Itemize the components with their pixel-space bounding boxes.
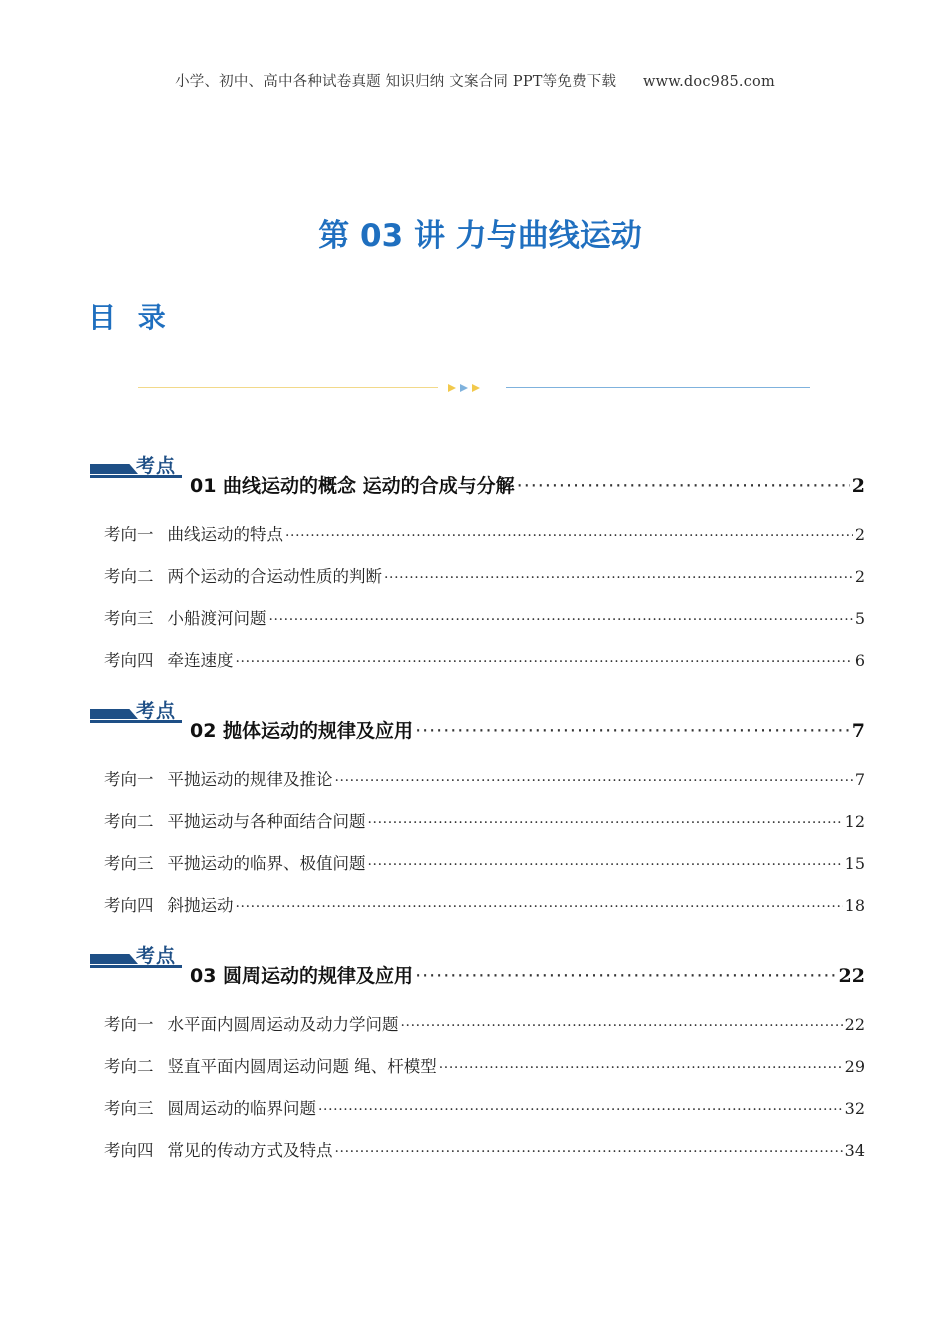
item-page-number: 5 xyxy=(854,609,865,628)
item-page-number: 29 xyxy=(844,1057,865,1076)
item-tag: 考向三 xyxy=(104,854,154,873)
item-tag: 考向三 xyxy=(104,609,154,628)
dot-leader xyxy=(415,965,836,987)
item-title: 斜抛运动 xyxy=(167,896,234,915)
item-tag: 考向一 xyxy=(104,1015,154,1034)
item-tag: 考向四 xyxy=(104,651,154,670)
item-title: 小船渡河问题 xyxy=(167,609,267,628)
toc-item[interactable] xyxy=(104,850,865,874)
item-title: 水平面内圆周运动及动力学问题 xyxy=(167,1015,399,1034)
item-tag: 考向一 xyxy=(104,770,154,789)
section-title: 01 曲线运动的概念 运动的合成与分解 xyxy=(190,475,515,497)
dot-leader xyxy=(415,720,850,742)
item-tag: 考向二 xyxy=(104,567,154,586)
item-page-number: 2 xyxy=(854,567,865,586)
toc-section-entry[interactable] xyxy=(190,716,865,743)
dot-leader xyxy=(401,1018,843,1034)
item-tag: 考向三 xyxy=(104,1099,154,1118)
item-page-number: 7 xyxy=(854,770,865,789)
dot-leader xyxy=(384,570,853,586)
header-url-link[interactable]: www.doc985.com xyxy=(642,74,775,90)
toc-item[interactable] xyxy=(104,892,865,916)
item-tag: 考向四 xyxy=(104,896,154,915)
item-title: 平抛运动的规律及推论 xyxy=(167,770,333,789)
item-tag: 考向二 xyxy=(104,812,154,831)
dot-leader xyxy=(335,1144,843,1160)
document-title: 第 03 讲 力与曲线运动 xyxy=(318,218,642,254)
item-title: 圆周运动的临界问题 xyxy=(167,1099,316,1118)
toc-section-3 xyxy=(90,945,865,1165)
item-title: 竖直平面内圆周运动问题 绳、杆模型 xyxy=(167,1057,437,1076)
kaodian-badge xyxy=(90,700,186,732)
dot-leader xyxy=(269,612,853,628)
item-page-number: 32 xyxy=(844,1099,865,1118)
toc-heading: 目 录 xyxy=(88,301,172,334)
section-page-number: 2 xyxy=(851,475,865,497)
item-tag: 考向一 xyxy=(104,525,154,544)
dot-leader xyxy=(368,815,843,831)
toc-section-1 xyxy=(90,455,865,675)
kaodian-badge xyxy=(90,455,186,487)
item-title: 牵连速度 xyxy=(167,651,234,670)
item-title: 两个运动的合运动性质的判断 xyxy=(167,567,382,586)
item-tag: 考向四 xyxy=(104,1141,154,1160)
section-title: 03 圆周运动的规律及应用 xyxy=(190,965,414,987)
decorative-divider xyxy=(138,380,810,396)
dot-leader xyxy=(517,475,850,497)
header-banner xyxy=(0,70,950,91)
kaodian-badge xyxy=(90,945,186,977)
dot-leader xyxy=(318,1102,843,1118)
item-page-number: 2 xyxy=(854,525,865,544)
toc-item[interactable] xyxy=(104,521,865,545)
item-page-number: 18 xyxy=(844,896,865,915)
section-title: 02 抛体运动的规律及应用 xyxy=(190,720,414,742)
item-title: 常见的传动方式及特点 xyxy=(167,1141,333,1160)
item-page-number: 22 xyxy=(844,1015,865,1034)
dot-leader xyxy=(439,1060,843,1076)
toc-section-entry[interactable] xyxy=(190,471,865,498)
badge-label: 考点 xyxy=(136,945,177,967)
badge-label: 考点 xyxy=(136,700,177,722)
item-page-number: 34 xyxy=(844,1141,865,1160)
item-page-number: 12 xyxy=(844,812,865,831)
section-page-number: 22 xyxy=(838,965,865,987)
toc-item[interactable] xyxy=(104,1137,865,1161)
item-title: 曲线运动的特点 xyxy=(167,525,283,544)
triple-arrow-icon xyxy=(446,381,486,395)
toc-item[interactable] xyxy=(104,1095,865,1119)
section-page-number: 7 xyxy=(851,720,865,742)
toc-item[interactable] xyxy=(104,1053,865,1077)
dot-leader xyxy=(236,899,843,915)
badge-label: 考点 xyxy=(136,455,177,477)
toc-item[interactable] xyxy=(104,808,865,832)
toc-item[interactable] xyxy=(104,605,865,629)
item-title: 平抛运动与各种面结合问题 xyxy=(167,812,366,831)
toc-item[interactable] xyxy=(104,766,865,790)
item-page-number: 6 xyxy=(854,651,865,670)
dot-leader xyxy=(285,528,853,544)
header-banner-text: 小学、初中、高中各种试卷真题 知识归纳 文案合同 PPT等免费下载 xyxy=(175,74,617,90)
toc-section-2 xyxy=(90,700,865,920)
dot-leader xyxy=(236,654,853,670)
divider-line-right xyxy=(506,387,810,388)
item-title: 平抛运动的临界、极值问题 xyxy=(167,854,366,873)
toc-item[interactable] xyxy=(104,647,865,671)
dot-leader xyxy=(335,773,853,789)
item-tag: 考向二 xyxy=(104,1057,154,1076)
toc-item[interactable] xyxy=(104,563,865,587)
dot-leader xyxy=(368,857,843,873)
divider-line-left xyxy=(138,387,438,388)
toc-section-entry[interactable] xyxy=(190,961,865,988)
toc-item[interactable] xyxy=(104,1011,865,1035)
item-page-number: 15 xyxy=(844,854,865,873)
